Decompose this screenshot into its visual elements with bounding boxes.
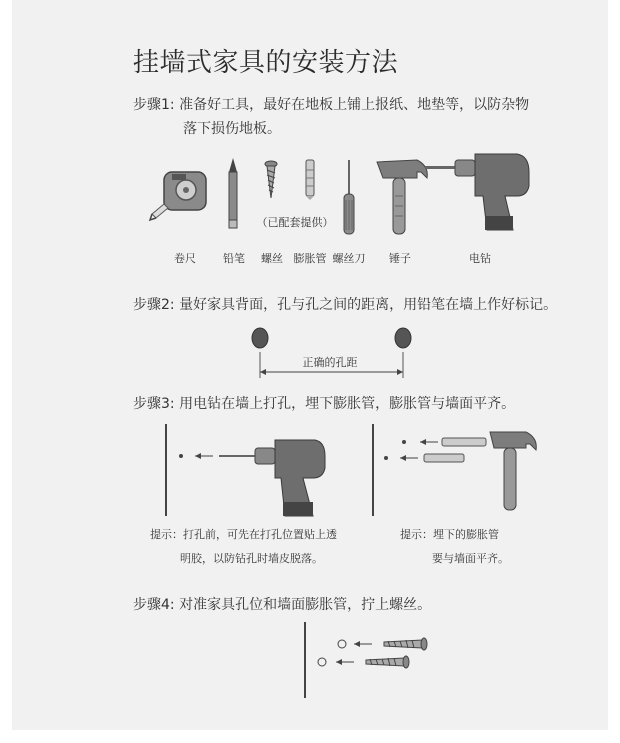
tape-measure-icon: [150, 168, 210, 223]
hole-right: [395, 328, 411, 348]
step1-line2: 落下损伤地板。: [183, 121, 281, 137]
anchor-insert-diagram: [380, 430, 540, 514]
step1-text: 准备好工具，最好在地板上铺上报纸、地垫等，以防杂物: [179, 97, 530, 113]
pencil-icon: [225, 158, 241, 230]
step4-line: [133, 594, 431, 614]
wall-line-left: [165, 424, 167, 516]
anchor-label: 膨胀管: [293, 252, 327, 265]
step1-label: 步骤1:: [133, 97, 175, 113]
hole-spacing-caption: 正确的孔距: [302, 356, 358, 369]
step4-text: 对准家具孔位和墙面膨胀管，拧上螺丝。: [179, 597, 432, 613]
step2-line: [133, 294, 557, 314]
tape-label: 卷尺: [174, 252, 196, 265]
step3-line: [133, 393, 515, 413]
drilling-diagram: [175, 436, 335, 522]
page-title: 挂墙式家具的安装方法: [133, 48, 399, 78]
hole-left: [252, 328, 268, 348]
step2-label: 步骤2:: [133, 297, 175, 313]
step3-right-note-line1: 提示：埋下的膨胀管: [400, 528, 499, 541]
anchor-icon: [302, 158, 318, 200]
wall-line-step4: [304, 622, 306, 698]
drill-icon: [425, 152, 535, 234]
screw-fastening-diagram: [314, 636, 434, 672]
screw-icon: [264, 160, 278, 200]
step3-left-note-line1: 提示：打孔前，可先在打孔位置贴上透: [150, 528, 337, 541]
step2-text: 量好家具背面，孔与孔之间的距离，用铅笔在墙上作好标记。: [179, 297, 558, 313]
hammer-icon: [373, 156, 429, 238]
pencil-label: 铅笔: [223, 252, 245, 265]
wall-line-right: [372, 424, 374, 516]
screw-label: 螺丝: [261, 252, 283, 265]
screwdriver-icon: [341, 160, 357, 236]
step3-left-note-line2: 明胶，以防钻孔时墙皮脱落。: [180, 552, 323, 565]
step4-label: 步骤4:: [133, 597, 175, 613]
provided-note: （已配套提供）: [256, 216, 334, 229]
step3-label: 步骤3:: [133, 396, 175, 412]
screwdriver-label: 螺丝刀: [332, 252, 366, 265]
step1-line1: [133, 94, 529, 114]
step3-right-note-line2: 要与墙面平齐。: [432, 552, 509, 565]
drill-label: 电钻: [469, 252, 491, 265]
hammer-label: 锤子: [389, 252, 411, 265]
step3-text: 用电钻在墙上打孔，埋下膨胀管，膨胀管与墙面平齐。: [179, 396, 516, 412]
